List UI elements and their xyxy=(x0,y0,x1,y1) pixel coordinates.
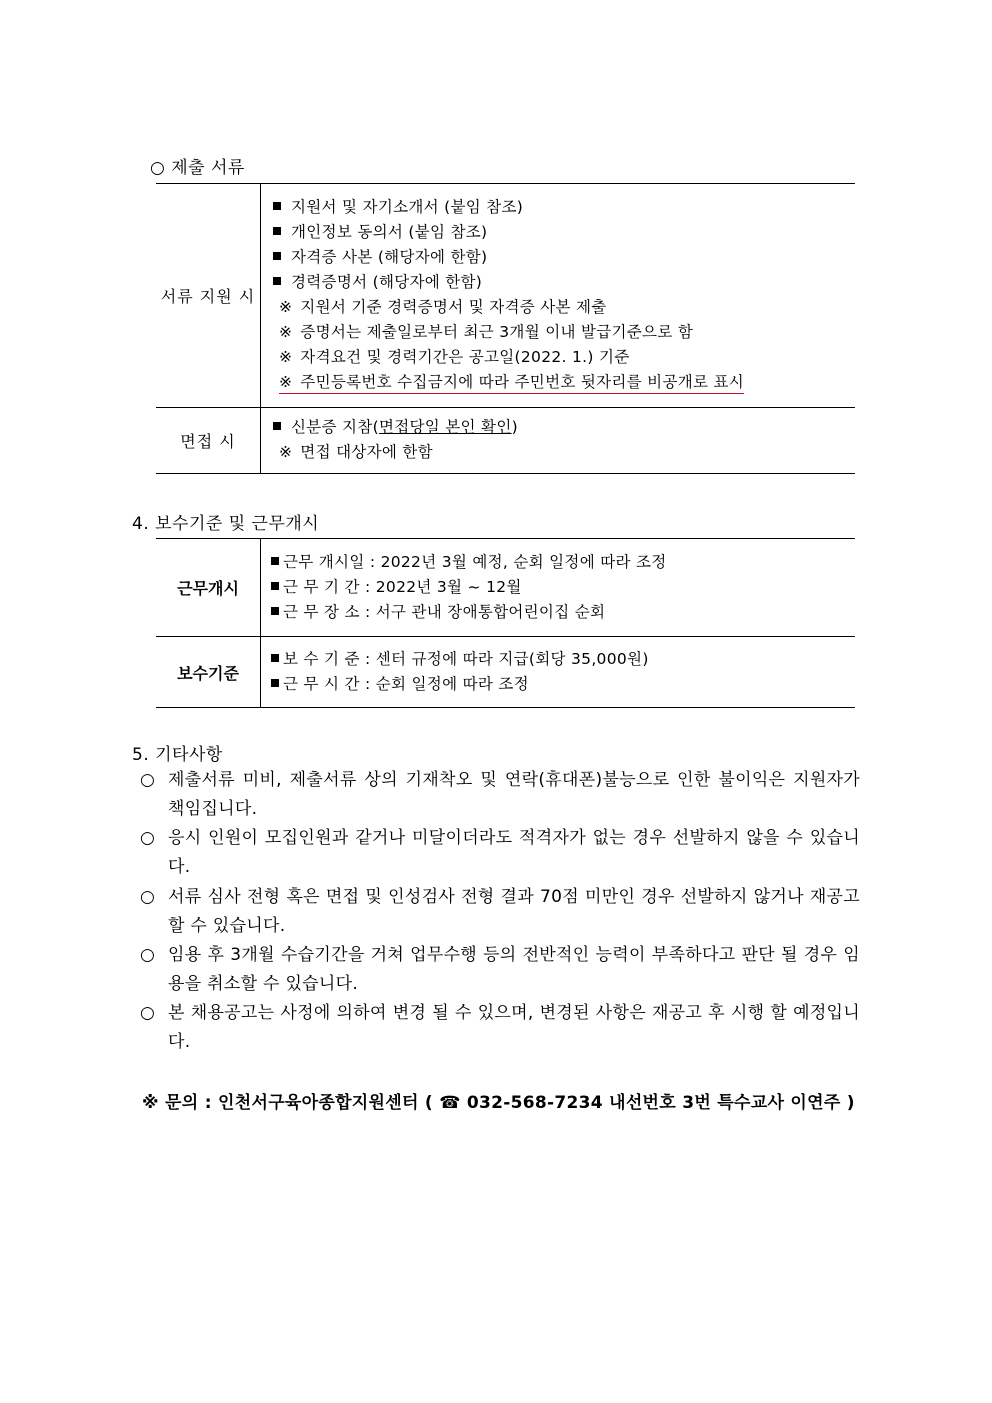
circle-bullet-icon: ○ xyxy=(140,1003,156,1023)
circle-bullet-icon: ○ xyxy=(140,828,156,848)
interview-item: 신분증 지참(면접당일 본인 확인) xyxy=(261,415,855,440)
misc-item: ○ 서류 심사 전형 혹은 면접 및 인성검사 전형 결과 70점 미만인 경우 선발하지 않거나 재공고할 수 있습니다. xyxy=(140,883,860,941)
circle-bullet-icon: ○ xyxy=(140,770,156,790)
square-bullet-icon xyxy=(273,252,281,260)
pay-table xyxy=(156,538,855,708)
salary-item: 근 무 시 간 : 순회 일정에 따라 조정 xyxy=(261,672,855,697)
square-bullet-icon xyxy=(271,679,279,687)
document-item: 지원서 및 자기소개서 (붙임 참조) xyxy=(261,195,855,220)
start-item: 근 무 장 소 : 서구 관내 장애통합어린이집 순회 xyxy=(261,600,855,625)
submission-row-interview xyxy=(156,408,855,474)
document-note: ※ 증명서는 제출일로부터 최근 3개월 이내 발급기준으로 함 xyxy=(279,323,694,341)
start-item: 근 무 기 간 : 2022년 3월 ~ 12월 xyxy=(261,575,855,600)
misc-item: ○ 본 채용공고는 사정에 의하여 변경 될 수 있으며, 변경된 사항은 재공고 후 시행 할 예정입니다. xyxy=(140,999,860,1057)
submission-heading: ○ 제출 서류 xyxy=(150,158,245,178)
row-label-salary: 보수기준 xyxy=(156,637,261,708)
square-bullet-icon xyxy=(271,557,279,565)
document-item: 경력증명서 (해당자에 한함) xyxy=(261,270,855,295)
submission-table xyxy=(156,183,855,474)
square-bullet-icon xyxy=(273,277,281,285)
start-item: 근무 개시일 : 2022년 3월 예정, 순회 일정에 따라 조정 xyxy=(261,550,855,575)
row-label-interview: 면접 시 xyxy=(156,408,261,474)
contact-info: ※ 문의 : 인천서구육아종합지원센터 ( ☎ 032-568-7234 내선번호 3번 특수교사 이연주 ) xyxy=(142,1093,855,1113)
square-bullet-icon xyxy=(271,654,279,662)
salary-item: 보 수 기 준 : 센터 규정에 따라 지급(회당 35,000원) xyxy=(261,647,855,672)
misc-item: ○ 응시 인원이 모집인원과 같거나 미달이더라도 적격자가 없는 경우 선발하지 않을 수 있습니다. xyxy=(140,824,860,882)
square-bullet-icon xyxy=(273,202,281,210)
row-label-documents: 서류 지원 시 xyxy=(156,184,261,408)
circle-bullet-icon: ○ xyxy=(140,887,156,907)
document-note: ※ 지원서 기준 경력증명서 및 자격증 사본 제출 xyxy=(279,298,607,316)
circle-bullet-icon: ○ xyxy=(140,945,156,965)
row-label-start: 근무개시 xyxy=(156,539,261,637)
pay-row-start xyxy=(156,539,855,637)
document-item: 개인정보 동의서 (붙임 참조) xyxy=(261,220,855,245)
submission-row-documents xyxy=(156,184,855,408)
document-note: ※ 자격요건 및 경력기간은 공고일(2022. 1.) 기준 xyxy=(279,348,630,366)
interview-note: ※ 면접 대상자에 한함 xyxy=(279,442,433,461)
document-item: 자격증 사본 (해당자에 한함) xyxy=(261,245,855,270)
square-bullet-icon xyxy=(271,607,279,615)
square-bullet-icon xyxy=(273,422,281,430)
pay-row-salary xyxy=(156,637,855,708)
square-bullet-icon xyxy=(271,582,279,590)
misc-item: ○ 임용 후 3개월 수습기간을 거쳐 업무수행 등의 전반적인 능력이 부족하다고 판단 될 경우 임용을 취소할 수 있습니다. xyxy=(140,941,860,999)
section5-heading: 5. 기타사항 xyxy=(132,745,223,765)
square-bullet-icon xyxy=(273,227,281,235)
section4-heading: 4. 보수기준 및 근무개시 xyxy=(132,514,320,534)
document-note-privacy: ※ 주민등록번호 수집금지에 따라 주민번호 뒷자리를 비공개로 표시 xyxy=(261,370,855,395)
misc-item: ○ 제출서류 미비, 제출서류 상의 기재착오 및 연락(휴대폰)불능으로 인한 불이익은 지원자가 책임집니다. xyxy=(140,766,860,824)
